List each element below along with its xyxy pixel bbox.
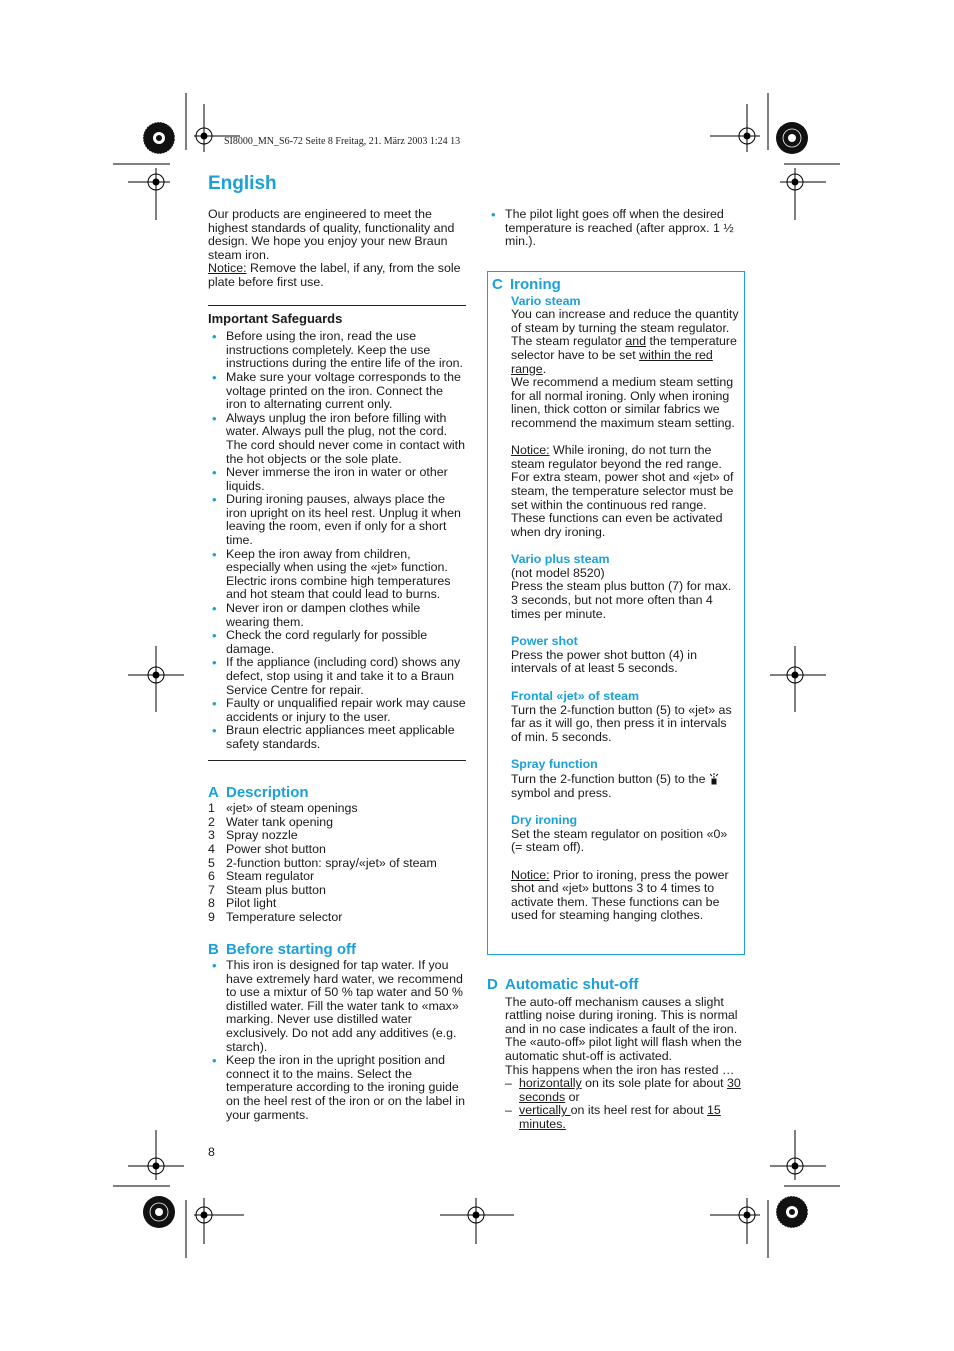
list-item: • Make sure your voltage corresponds to the voltage printed on the iron. Connect the iron to alternating current only. — [208, 371, 466, 412]
shutoff-list — [505, 1077, 749, 1131]
list-item: 7 Steam plus button — [208, 882, 326, 897]
right-column-top — [487, 208, 745, 249]
power-shot-text: Press the power shot button (4) in intervals of at least 5 seconds. — [511, 647, 697, 676]
list-item: 5 2-function button: spray/«jet» of steam — [208, 855, 437, 870]
registration-target-icon — [710, 104, 760, 152]
registration-target-icon — [128, 1130, 184, 1180]
list-item: 4 Power shot button — [208, 841, 326, 856]
list-item: • Keep the iron away from children, especially when using the «jet» function. Electric irons combine high temperatures and hot steam that could lead to burns. — [208, 548, 466, 602]
vario-plus-note: (not model 8520) — [511, 565, 605, 580]
divider — [208, 305, 466, 306]
before-starting-list-continued — [487, 208, 745, 249]
starburst-target-icon — [776, 1196, 808, 1228]
list-item: • Always unplug the iron before filling with water. Always pull the plug, not the cord. The cord should never come in contact with the hot objects or the sole plate. — [208, 412, 466, 466]
shutoff-condition: This happens when the iron has rested … — [505, 1062, 735, 1077]
safeguards-list — [208, 330, 466, 751]
section-d-heading: D Automatic shut-off — [487, 976, 639, 993]
description-list — [208, 802, 466, 924]
registration-target-icon — [710, 1198, 760, 1244]
divider — [208, 760, 466, 761]
list-item: – vertically on its heel rest for about 15 minutes. — [505, 1104, 749, 1131]
notice-text: Remove the label, if any, from the sole plate before first use. — [208, 261, 461, 289]
list-item: 8 Pilot light — [208, 896, 277, 911]
list-item: • Never immerse the iron in water or other liquids. — [208, 466, 466, 493]
list-item: • Keep the iron in the upright position and connect it to the mains. Select the temperature according to the ironing guide on the heel rest of the iron or on the label in your garments. — [208, 1054, 466, 1122]
registration-target-icon — [440, 1198, 514, 1244]
print-slug: SI8000_MN_S6-72 Seite 8 Freitag, 21. März 2003 1:24 13 — [224, 136, 461, 147]
list-item: • This iron is designed for tap water. If you have extremely hard water, we recommend to use a mixtur of 50 % tap water and 50 % distilled water. Fill the water tank to «max» marking. Never use distilled water exclusively. Do not add any additives (e.g. starch). — [208, 959, 466, 1054]
left-column — [208, 208, 466, 1122]
shutoff-content — [487, 996, 749, 1132]
vario-plus-heading: Vario plus steam — [511, 552, 610, 567]
intro-text: Our products are engineered to meet the highest standards of quality, functionality and design. We hope you enjoy your new Braun steam iron. — [208, 207, 455, 262]
dry-ironing-text: Set the steam regulator on position «0» (= steam off). — [511, 826, 728, 855]
shutoff-text: The auto-off mechanism causes a slight rattling noise during ironing. This is normal and in no case indicates a fault of the iron. The «auto-off» pilot light will flash when the automatic shut-off is activated. — [505, 994, 742, 1063]
frontal-jet-text: Turn the 2-function button (5) to «jet» as far as it will go, then press it in intervals of min. 5 seconds. — [511, 702, 732, 744]
vario-steam-notice: Notice: While ironing, do not turn the steam regulator beyond the red range. For extra steam, power shot and «jet» of steam, the temperature selector must be set within the continuous red range. These functions can even be activated when dry ironing. — [511, 443, 734, 539]
ironing-content — [492, 295, 740, 923]
registration-target-icon — [128, 168, 170, 220]
page-title: English — [208, 173, 277, 194]
ironing-section — [492, 278, 740, 923]
starburst-target-icon — [776, 122, 808, 154]
list-item: • Before using the iron, read the use instructions completely. Keep the use instructions during the entire life of the iron. — [208, 330, 466, 371]
list-item: 1 «jet» of steam openings — [208, 801, 358, 816]
before-starting-list — [208, 959, 466, 1122]
spray-symbol-icon — [709, 772, 719, 785]
list-item: 3 Spray nozzle — [208, 828, 298, 843]
shutoff-section — [487, 978, 749, 1132]
frontal-jet-heading: Frontal «jet» of steam — [511, 689, 640, 704]
list-item: • The pilot light goes off when the desired temperature is reached (after approx. 1 ½ min.). — [487, 208, 745, 249]
list-item: – horizontally on its sole plate for about 30 seconds or — [505, 1077, 749, 1104]
list-item: • During ironing pauses, always place the iron upright on its heel rest. Unplug it when leaving the room, even if only for a short time. — [208, 493, 466, 547]
vario-steam-recommend: We recommend a medium steam setting for all normal ironing. Only when ironing linen, thick cotton or similar fabrics we recommend the maximum steam setting. — [511, 375, 735, 430]
section-b-heading: B Before starting off — [208, 940, 357, 958]
section-c-heading: C Ironing — [492, 276, 561, 293]
dry-ironing-heading: Dry ironing — [511, 813, 578, 828]
list-item: 6 Steam regulator — [208, 869, 315, 884]
power-shot-heading: Power shot — [511, 634, 578, 649]
spray-text: Turn the 2-function button (5) to the symbol and press. — [511, 772, 740, 800]
list-item: • If the appliance (including cord) shows any defect, stop using it and take it to a Braun Service Centre for repair. — [208, 656, 466, 697]
registration-target-icon — [770, 1130, 826, 1180]
starburst-target-icon — [143, 122, 175, 154]
list-item: 9 Temperature selector — [208, 909, 343, 924]
spray-heading: Spray function — [511, 757, 598, 772]
registration-target-icon — [194, 1198, 244, 1244]
list-item: • Faulty or unqualified repair work may cause accidents or injury to the user. — [208, 697, 466, 724]
intro-notice — [208, 262, 466, 289]
vario-steam-heading: Vario steam — [511, 293, 581, 308]
registration-target-icon — [128, 646, 184, 712]
section-a-heading: A Description — [208, 783, 309, 801]
list-item: • Check the cord regularly for possible damage. — [208, 629, 466, 656]
safeguards-heading: Important Safeguards — [208, 310, 343, 326]
vario-steam-text: You can increase and reduce the quantity of steam by turning the steam regulator. The steam regulator and the temperature selector have to be set within the red range. — [511, 307, 739, 376]
list-item: 2 Water tank opening — [208, 814, 333, 829]
page-number: 8 — [208, 1145, 215, 1159]
list-item: • Braun electric appliances meet applicable safety standards. — [208, 724, 466, 751]
registration-target-icon — [780, 168, 826, 220]
dry-ironing-notice: Notice: Prior to ironing, press the power shot and «jet» buttons 3 to 4 times to activate them. These functions can be used for steaming hanging clothes. — [511, 867, 729, 923]
registration-target-icon — [770, 646, 826, 712]
vario-plus-text: Press the steam plus button (7) for max. 3 seconds, but not more often than 4 times per minute. — [511, 579, 732, 621]
starburst-target-icon — [143, 1196, 175, 1228]
notice-label: Notice: — [208, 261, 247, 276]
list-item: • Never iron or dampen clothes while wearing them. — [208, 602, 466, 629]
